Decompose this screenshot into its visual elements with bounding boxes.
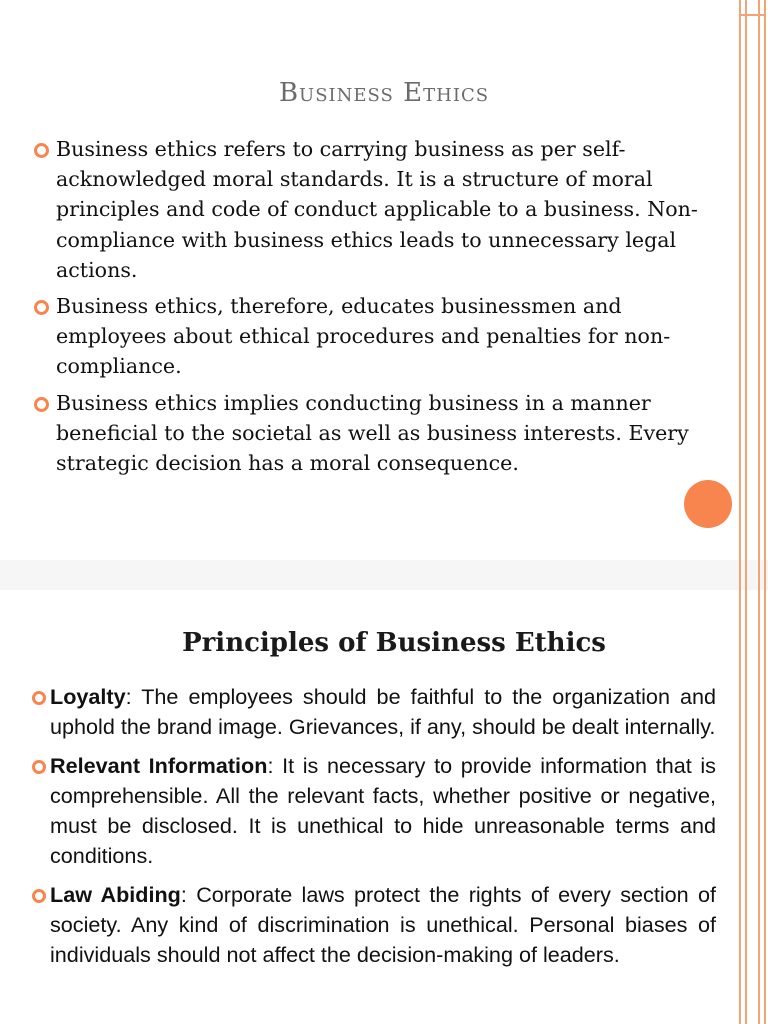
bullet-ring-icon — [34, 143, 49, 158]
slide-separator — [0, 560, 768, 590]
list-item — [32, 751, 716, 871]
frame-rail — [745, 0, 747, 1024]
list-item — [34, 388, 714, 479]
bullet-list — [34, 134, 714, 484]
slide-title: Business Ethics — [278, 78, 490, 108]
bullet-list — [32, 682, 716, 979]
bullet-ring-icon — [32, 760, 46, 774]
bullet-ring-icon — [34, 300, 49, 315]
list-item — [34, 134, 714, 285]
list-item — [32, 880, 716, 970]
bullet-ring-icon — [34, 397, 49, 412]
frame-top-line — [739, 14, 766, 16]
frame-rail — [758, 0, 760, 1024]
bullet-text: Business ethics implies conducting business in a manner beneficial to the societal as well as business interests. Every strategic decision has a moral consequence. — [56, 390, 689, 476]
principle-term: Relevant Information — [50, 753, 268, 778]
bullet-ring-icon — [32, 691, 46, 705]
bullet-ring-icon — [32, 889, 46, 903]
slide-title: Principles of Business Ethics — [182, 628, 606, 658]
bullet-text: Business ethics, therefore, educates businessmen and employees about ethical procedures and penalties for non-compliance. — [56, 294, 671, 379]
list-item — [32, 682, 716, 742]
list-item — [34, 291, 714, 382]
slide-principles — [0, 590, 768, 1024]
principle-term: Law Abiding — [50, 882, 181, 907]
frame-rail — [764, 0, 766, 1024]
principle-text: : It is necessary to provide information that is comprehensible. All the relevant facts, whether positive or negative, must be disclosed. It is unethical to hide unreasonable terms and conditions. — [50, 753, 716, 868]
principle-text: : Corporate laws protect the rights of every section of society. Any kind of discrimination is unethical. Personal biases of individuals should not affect the decision-making of leaders. — [50, 882, 716, 967]
orange-circle-decoration — [684, 480, 732, 528]
principle-text: : The employees should be faithful to the organization and uphold the brand image. Grievances, if any, should be dealt internally. — [50, 684, 716, 739]
principle-term: Loyalty — [50, 684, 126, 709]
bullet-text: Business ethics refers to carrying business as per self-acknowledged moral standards. It is a structure of moral principles and code of conduct applicable to a business. Non-compliance with business ethics leads to unnecessary legal actions. — [56, 137, 698, 282]
frame-rail — [739, 0, 741, 1024]
